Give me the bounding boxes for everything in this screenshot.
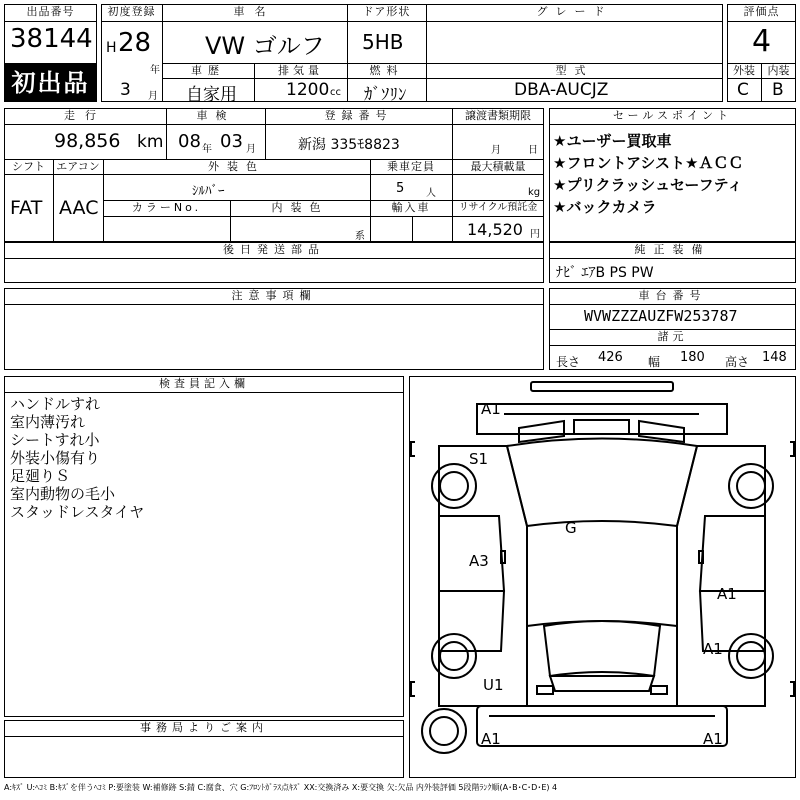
sales-point-item: ★プリクラッシュセーフティ bbox=[553, 176, 743, 194]
sales-point-item: ★フロントアシスト★ＡＣＣ bbox=[553, 154, 744, 172]
inspection-month: 03 bbox=[220, 131, 243, 152]
era: H bbox=[106, 40, 117, 56]
color-no-label: カラーNo. bbox=[131, 201, 202, 214]
inspector-note: スタッドレスタイヤ bbox=[10, 503, 145, 521]
damage-mark: A1 bbox=[703, 640, 723, 658]
equipment-value: ﾅﾋﾞ ｴｱB PS PW bbox=[556, 265, 654, 281]
damage-mark: U1 bbox=[483, 676, 504, 694]
shift-value: FAT bbox=[10, 197, 43, 219]
history-label: 車歴 bbox=[191, 64, 225, 77]
damage-mark: S1 bbox=[469, 450, 489, 468]
notes-label: 注意事項欄 bbox=[231, 289, 317, 302]
displacement-label: 排気量 bbox=[278, 64, 323, 77]
model-label: 型式 bbox=[555, 64, 594, 77]
damage-mark: A1 bbox=[481, 730, 501, 748]
sales-point-item: ★バックカメラ bbox=[553, 198, 657, 216]
ac-value: AAC bbox=[59, 197, 99, 219]
reg-month: 3 bbox=[120, 80, 131, 100]
damage-mark: A1 bbox=[481, 400, 501, 418]
model-value: DBA-AUCJZ bbox=[514, 80, 609, 100]
import-label: 輸入車 bbox=[391, 201, 431, 214]
ext-color-value: ｼﾙﾊﾞｰ bbox=[192, 184, 225, 199]
damage-mark: A1 bbox=[717, 585, 737, 603]
score-label: 評価点 bbox=[743, 5, 780, 18]
door-label: ドア形状 bbox=[362, 5, 411, 18]
car-name-label: 車名 bbox=[233, 5, 276, 18]
inspector-note: 室内動物の毛小 bbox=[10, 485, 116, 503]
mileage-unit: km bbox=[137, 132, 164, 152]
grade-label: グレード bbox=[536, 5, 613, 18]
transfer-label: 譲渡書類期限 bbox=[465, 109, 531, 122]
car-name: VW ゴルフ bbox=[205, 32, 325, 60]
first-reg-label: 初度登録 bbox=[107, 5, 156, 18]
later-parts-label: 後日発送部品 bbox=[223, 243, 325, 256]
displacement-value: 1200 bbox=[286, 80, 330, 100]
shift-label: シフト bbox=[12, 160, 45, 173]
inspector-note: 足廻りＳ bbox=[10, 467, 71, 485]
inspection-year: 08 bbox=[178, 131, 201, 152]
mileage-value: 98,856 bbox=[54, 130, 121, 152]
inspector-note: 外装小傷有り bbox=[10, 449, 101, 467]
sales-point-item: ★ユーザー買取車 bbox=[553, 132, 672, 150]
legend: A:ｷｽﾞ U:ﾍｺﾐ B:ｷｽﾞを伴うﾍｺﾐ P:要塗装 W:補修跡 S:錆 C:腐食、穴 G:ﾌﾛﾝﾄｶﾞﾗｽ点ｷｽﾞ XX:交換済み X:要交換 欠:欠品 内外装評価 5段階ﾗﾝｸ順(A･B･C･D･E) 4 bbox=[4, 783, 558, 792]
lot-number-label: 出品番号 bbox=[26, 5, 75, 18]
inspector-note: ハンドルすれ bbox=[10, 395, 101, 413]
score-value: 4 bbox=[752, 24, 772, 59]
width-label: 幅 bbox=[648, 355, 661, 369]
reg-no-value: 新潟 335ﾓ8823 bbox=[298, 137, 400, 153]
sales-points-label: セールスポイント bbox=[612, 109, 732, 122]
history-value: 自家用 bbox=[186, 85, 237, 105]
height-value: 148 bbox=[762, 350, 787, 365]
inspector-note: 室内薄汚れ bbox=[10, 413, 86, 431]
ext-color-label: 外装色 bbox=[208, 160, 265, 173]
inspector-notes bbox=[10, 395, 144, 521]
recycle-label: リサイクル預託金 bbox=[458, 202, 538, 213]
damage-mark: G bbox=[565, 519, 577, 537]
damage-mark: A1 bbox=[703, 730, 723, 748]
length-value: 426 bbox=[598, 350, 623, 365]
office-label: 事務局よりご案内 bbox=[140, 721, 268, 734]
lot-number: 38144 bbox=[10, 24, 93, 54]
recycle-value: 14,520 bbox=[467, 220, 523, 239]
fuel-value: ｶﾞｿﾘﾝ bbox=[364, 85, 407, 105]
car-damage-diagram bbox=[409, 376, 796, 778]
dims-label: 諸元 bbox=[657, 330, 688, 343]
inspection-label: 車検 bbox=[196, 109, 235, 122]
capacity-value: 5 bbox=[396, 181, 405, 196]
capacity-label: 乗車定員 bbox=[387, 160, 435, 173]
length-label: 長さ bbox=[556, 355, 581, 369]
fuel-label: 燃料 bbox=[369, 64, 404, 77]
damage-mark: A3 bbox=[469, 552, 489, 570]
inspector-label: 検査員記入欄 bbox=[159, 377, 249, 390]
int-grade: B bbox=[772, 80, 784, 100]
ext-label: 外装 bbox=[733, 64, 755, 77]
int-color-label: 内装色 bbox=[271, 201, 329, 214]
height-label: 高さ bbox=[725, 355, 750, 369]
max-load-label: 最大積載量 bbox=[470, 160, 526, 173]
reg-year: 28 bbox=[118, 28, 152, 58]
reg-no-label: 登録番号 bbox=[324, 109, 393, 122]
chassis-label: 車台番号 bbox=[638, 289, 707, 302]
detail-box bbox=[4, 108, 544, 242]
width-value: 180 bbox=[680, 350, 705, 365]
chassis-number: WVWZZZAUZFW253787 bbox=[584, 307, 738, 325]
first-listing-badge: 初出品 bbox=[4, 64, 97, 102]
door-type: 5HB bbox=[362, 30, 404, 54]
int-label: 内装 bbox=[767, 64, 790, 77]
ext-grade: C bbox=[737, 80, 749, 100]
mileage-label: 走行 bbox=[64, 109, 106, 122]
equipment-label: 純正装備 bbox=[634, 243, 711, 256]
ac-label: エアコン bbox=[56, 160, 100, 173]
inspector-note: シートすれ小 bbox=[10, 431, 100, 449]
